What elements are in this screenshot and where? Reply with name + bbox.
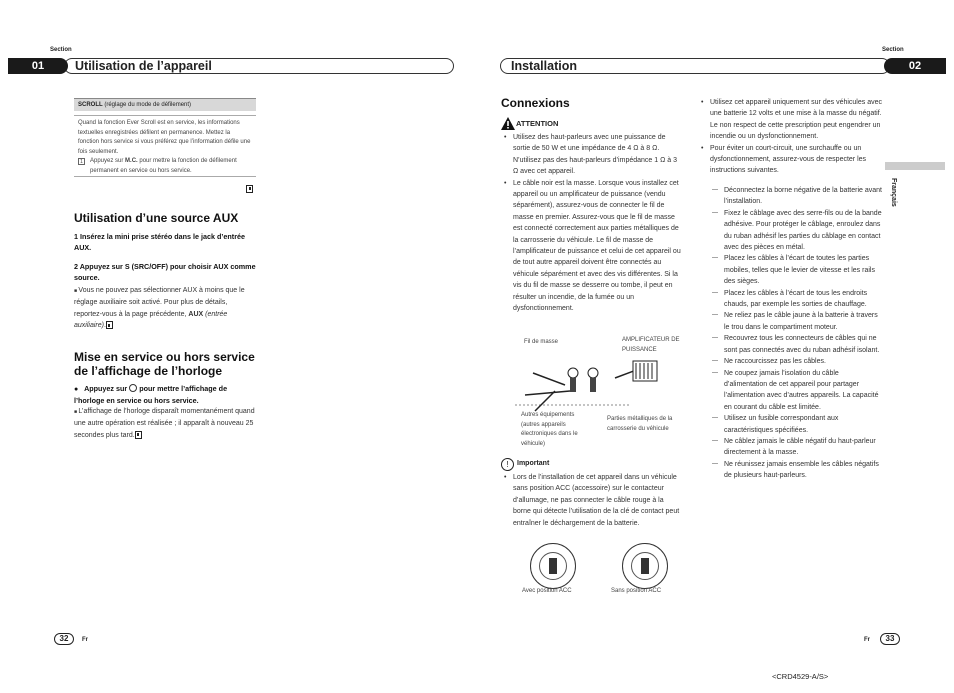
- label-ground-wire: Fil de masse: [524, 339, 559, 345]
- section-title-right: Installation: [500, 58, 890, 74]
- wiring-rule: — Ne raccourcissez pas les câbles.: [712, 356, 882, 367]
- scroll-note: [74, 157, 256, 176]
- note-text-post: pour mettre la fonction de défilement permanent en service ou hors service.: [90, 158, 237, 174]
- aux-note-text: Vous ne pouvez pas sélectionner AUX à moins que le réglage auxiliaire soit activé. Pour plus de détails, reportez-vous à la page précédente,: [74, 287, 245, 318]
- label-other-equipment: Autres équipements (autres appareils électroniques dans le véhicule): [521, 412, 578, 447]
- wiring-rule: — Utilisez un fusible correspondant aux caractéristiques spécifiées.: [712, 413, 882, 436]
- aux-note: ■ Vous ne pouvez pas sélectionner AUX à moins que le réglage auxiliaire soit activé. Pour plus de détails, reportez-vous à la page précédente, AUX (entrée auxiliaire).: [74, 287, 245, 330]
- section-label-left: Section: [50, 47, 72, 53]
- wiring-rule: — Recouvrez tous les connecteurs de câbles qui ne sont pas connectés avec du ruban adhésif isolant.: [712, 333, 882, 356]
- important-list: [503, 472, 681, 529]
- scroll-box-header: [74, 99, 256, 111]
- aux-note-bold: AUX: [188, 310, 204, 318]
- wiring-rule: — Fixez le câblage avec des serre-fils ou de la bande adhésive. Pour protéger le câblage, enroulez dans du ruban adhésif les parties du câblage en contact avec des pièces en métal.: [712, 208, 882, 254]
- note-text-pre: Appuyez sur: [90, 158, 126, 164]
- clock-step-post: pour mettre l’affichage de l’horloge en service ou hors service.: [74, 384, 228, 405]
- section-title-left: Utilisation de l’appareil: [64, 58, 454, 74]
- scroll-title: SCROLL: [78, 102, 103, 108]
- label-metal-parts: Parties métalliques de la carrosserie du véhicule: [607, 416, 673, 432]
- no-acc-switch-icon: [622, 543, 668, 589]
- aux-note-italic: (entrée auxiliaire): [74, 310, 228, 330]
- language-tab-label: Français: [890, 178, 897, 207]
- precaution-list: [700, 97, 882, 177]
- page-number-right: 33: [880, 633, 900, 645]
- clock-button-icon: [129, 384, 137, 392]
- wiring-rule: — Ne coupez jamais l’isolation du câble d’alimentation de cet appareil pour partager l’alimentation avec d’autres appareils. La capacité en courant du câble est limitée.: [712, 368, 882, 414]
- wiring-rule: — Placez les câbles à l’écart de tous les endroits chauds, par exemple les sorties de chauffage.: [712, 288, 882, 311]
- wiring-rule: — Ne câblez jamais le câble négatif du haut-parleur directement à la masse.: [712, 436, 882, 459]
- wiring-rule: — Ne réunissez jamais ensemble les câbles négatifs de plusieurs haut-parleurs.: [712, 459, 882, 482]
- attention-item: • Le câble noir est la masse. Lorsque vous installez cet appareil ou un amplificateur de puissance (vendu séparément), assurez-vous de connecter le fil de masse en premier. Assurez-vous que le fil de masse est connecté correctement aux parties métalliques de la carrosserie du véhicule. Le fil de masse de l’amplificateur de puissance et celui de cet appareil ou de tout autre appareil doivent être connectés au véhicule séparément et avec des vis différentes. Si la vis du fil de masse se desserre ou tombe, il peut en résulter un incendie, de la fumée ou un dysfonctionnement.: [503, 178, 681, 315]
- language-tab: [885, 162, 945, 170]
- ground-diagram: [515, 333, 685, 447]
- note-number: 1: [78, 158, 85, 165]
- end-mark-icon: [246, 185, 253, 193]
- section-number-right: 02: [884, 58, 946, 74]
- wiring-rules-list: [712, 185, 882, 482]
- attention-item: • Utilisez des haut-parleurs avec une puissance de sortie de 50 W et une impédance de 4 Ω à 8 Ω. N’utilisez pas des haut-parleurs d’impédance 1 Ω à 3 Ω avec cet appareil.: [503, 132, 681, 178]
- end-mark-icon: [135, 431, 142, 439]
- wiring-rule: — Placez les câbles à l’écart de toutes les parties mobiles, telles que le levier de vitesse et les rails des sièges.: [712, 253, 882, 287]
- important-label: Important: [517, 460, 550, 467]
- aux-step-1: 1 Insérez la mini prise stéréo dans le jack d’entrée AUX.: [74, 232, 245, 252]
- note-key: M.C.: [125, 158, 138, 164]
- wiring-rule: — Ne reliez pas le câble jaune à la batterie à travers le trou dans le compartiment moteur.: [712, 310, 882, 333]
- scroll-description: Quand la fonction Ever Scroll est en service, les informations textuelles enregistrées défilent en permanence. Mettez la fonction hors service si vous préférez que l’information défile une fois seulement.: [78, 120, 251, 155]
- clock-note-text: L’affichage de l’horloge disparaît momentanément quand une autre opération est réalisée ; il apparaît à nouveau 25 secondes plus tard.: [74, 408, 255, 439]
- lang-left: Fr: [82, 637, 88, 643]
- attention-list: [503, 132, 681, 315]
- page-number-left: 32: [54, 633, 74, 645]
- lang-right: Fr: [864, 637, 870, 643]
- clock-note: ■ L’affichage de l’horloge disparaît momentanément quand une autre opération est réalisée ; il apparaît à nouveau 25 secondes plus tard.: [74, 408, 255, 439]
- acc-on-caption: Avec position ACC: [522, 588, 572, 594]
- document-code: <CRD4529-A/S>: [772, 672, 829, 681]
- end-mark-icon: [106, 321, 113, 329]
- acc-off-caption: Sans position ACC: [611, 588, 662, 594]
- important-icon: !: [501, 458, 514, 471]
- wiring-rule: — Déconnectez la borne négative de la batterie avant l’installation.: [712, 185, 882, 208]
- section-number-left: 01: [8, 58, 68, 74]
- scroll-setting-box: [74, 98, 256, 180]
- section-label-right: Section: [882, 47, 904, 53]
- clock-step-pre: Appuyez sur: [84, 384, 130, 393]
- clock-heading: Mise en service ou hors service de l’affichage de l’horloge: [74, 350, 255, 378]
- acc-switch-icon: [530, 543, 576, 589]
- aux-heading: Utilisation d’une source AUX: [74, 211, 239, 225]
- precaution-item: • Utilisez cet appareil uniquement sur des véhicules avec une batterie 12 volts et une mise à la masse du négatif. Le non respect de cette prescription peut engendrer un incendie ou un dysfonctionnement.: [700, 97, 882, 143]
- attention-label: ATTENTION: [516, 119, 559, 128]
- aux-step-2: 2 Appuyez sur S (SRC/OFF) pour choisir AUX comme source.: [74, 262, 256, 282]
- precaution-item: • Pour éviter un court-circuit, une surchauffe ou un dysfonctionnement, assurez-vous de respecter les instructions suivantes.: [700, 143, 882, 177]
- label-amplifier: AMPLIFICATEUR DE PUISSANCE: [622, 337, 680, 353]
- clock-step: ● Appuyez sur pour mettre l’affichage de l’horloge en service ou hors service.: [74, 384, 228, 405]
- scroll-subtitle: (réglage du mode de défilement): [102, 102, 192, 108]
- warning-icon: [501, 117, 515, 130]
- important-item: • Lors de l’installation de cet appareil dans un véhicule sans position ACC (accessoire) sur le contacteur d’allumage, ne pas connecter le câble rouge à la borne qui détecte l’utilisation de la clé de contact peut entraîner le déchargement de la batterie.: [503, 472, 681, 529]
- connexions-heading: Connexions: [501, 96, 570, 110]
